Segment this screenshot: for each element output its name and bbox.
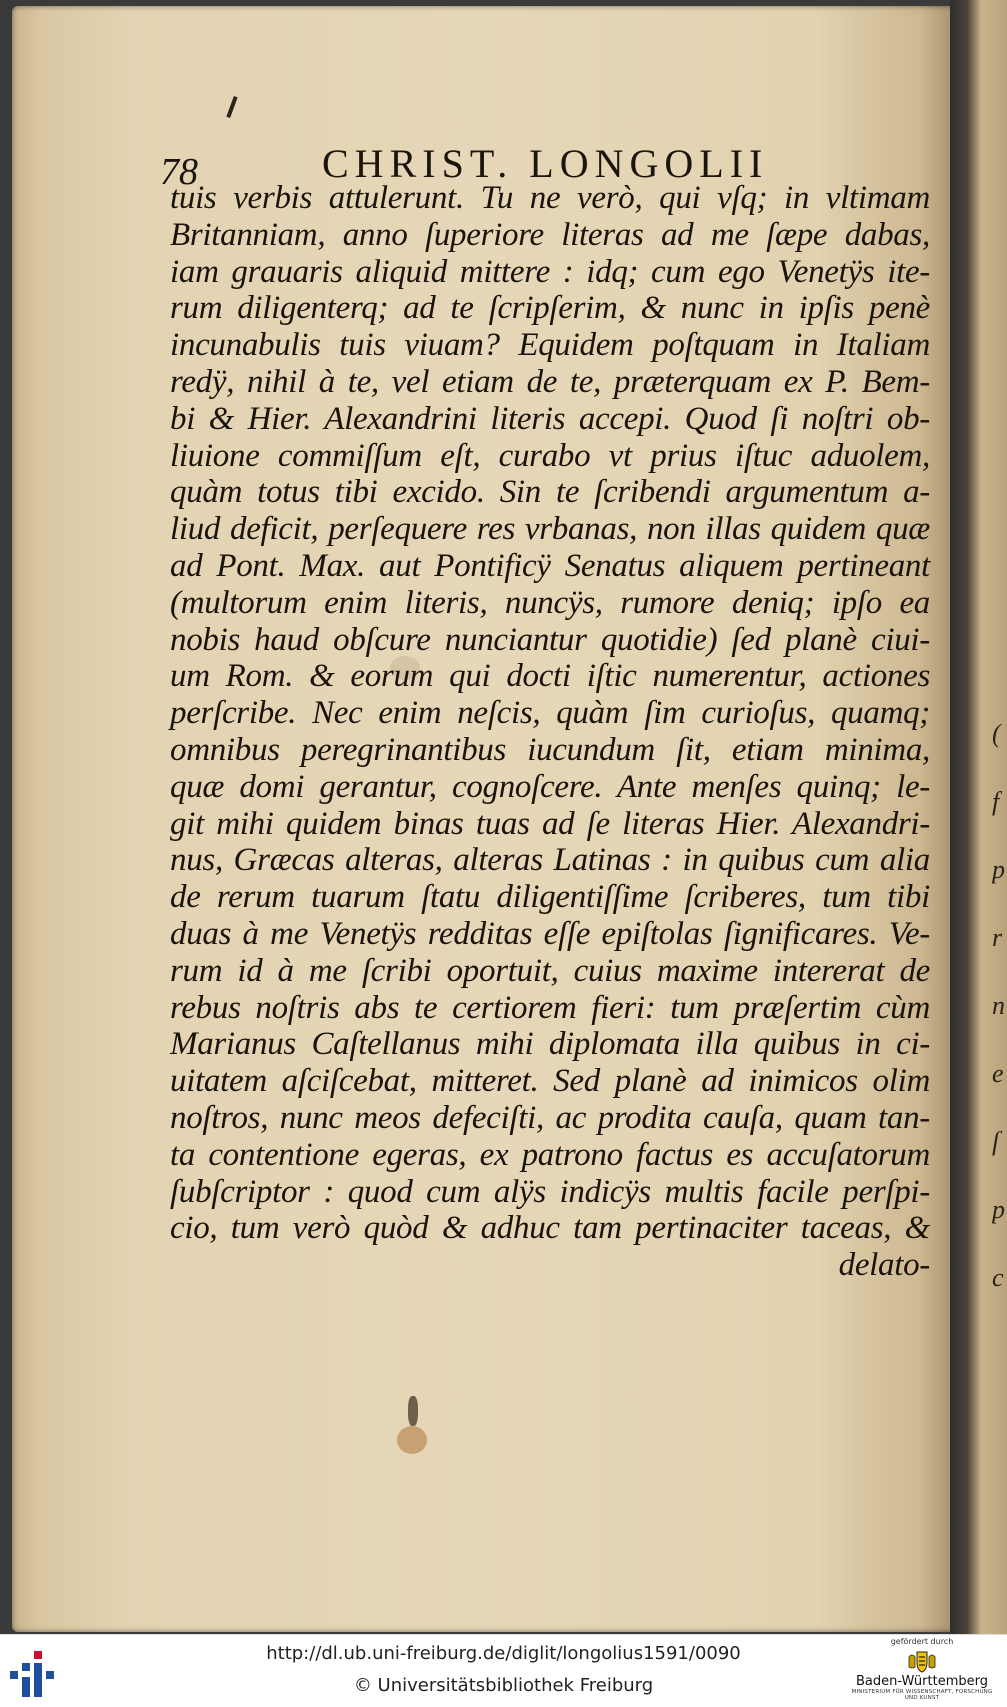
text-line: rebus noſtris abs te certiorem fieri: tum præſertim cùm — [170, 989, 930, 1026]
text-line: redÿ, nihil à te, vel etiam de te, præterquam ex P. Bem- — [170, 363, 930, 400]
text-line: incunabulis tuis viuam? Equidem poſtquam in Italiam — [170, 327, 930, 364]
next-page-letter: ſ — [992, 1127, 1000, 1156]
text-line: (multorum enim literis, nuncÿs, rumore deniq; ipſo ea — [170, 584, 930, 621]
page-number: 78 — [160, 151, 198, 193]
footer-bar — [0, 1634, 1007, 1707]
text-line: cio, tum verò quòd & adhuc tam pertinaciter taceas, & — [170, 1210, 930, 1247]
text-line: nus, Græcas alteras, alteras Latinas : in quibus cum alia — [170, 842, 930, 879]
permalink-url[interactable]: http://dl.ub.uni-freiburg.de/diglit/longolius1591/0090 — [266, 1643, 741, 1664]
coat-of-arms-icon — [905, 1649, 939, 1675]
text-line: Britanniam, anno ſuperiore literas ad me ſæpe dabas, — [170, 216, 930, 253]
text-line: ſubſcriptor : quod cum alÿs indicÿs multis facile perſpi- — [170, 1173, 930, 1210]
text-line: Marianus Caſtellanus mihi diplomata illa quibus in ci- — [170, 1026, 930, 1063]
text-line: de rerum tuarum ſtatu diligentiſſime ſcriberes, tum tibi — [170, 879, 930, 916]
next-page-letter: n — [992, 991, 1005, 1020]
next-page-letter: p — [992, 855, 1005, 884]
text-line: rum id à me ſcribi oportuit, cuius maxime intererat de — [170, 952, 930, 989]
text-line: uitatem aſciſcebat, mitteret. Sed planè ad inimicos olim — [170, 1063, 930, 1100]
next-page-letter: f — [992, 787, 1000, 816]
text-line: quàm totus tibi excido. Sin te ſcribendi argumentum a- — [170, 474, 930, 511]
text-line: quæ domi gerantur, cognoſcere. Ante menſes quinq; le- — [170, 768, 930, 805]
next-page-text-fragments — [992, 700, 1007, 1320]
copyright-notice: © Universitätsbibliothek Freiburg — [353, 1675, 654, 1696]
text-line: nobis haud obſcure nunciantur quotidie) ſed planè ciui- — [170, 621, 930, 658]
next-page-letter: e — [992, 1059, 1004, 1088]
text-line: ad Pont. Max. aut Pontificÿ Senatus aliquem pertineant — [170, 547, 930, 584]
next-page-letter: c — [992, 1263, 1004, 1292]
text-line: duas à me Venetÿs redditas eſſe epiſtolas ſignificares. Ve- — [170, 915, 930, 952]
sponsor-ministry: MINISTERIUM FÜR WISSENSCHAFT, FORSCHUNG UND KUNST — [851, 1689, 993, 1701]
text-line: bi & Hier. Alexandrini literis accepi. Quod ſi noſtri ob- — [170, 400, 930, 437]
text-line: iam grauaris aliquid mittere : idq; cum ego Venetÿs ite- — [170, 253, 930, 290]
text-line: ta contentione egeras, ex patrono factus es accuſatorum — [170, 1136, 930, 1173]
text-line: um Rom. & eorum qui docti iſtic numerentur, actiones — [170, 658, 930, 695]
sponsor-block — [847, 1637, 997, 1705]
text-line: perſcribe. Nec enim neſcis, quàm ſim curioſus, quamq; — [170, 695, 930, 732]
body-text — [170, 180, 930, 1284]
sponsor-pretext: gefördert durch — [890, 1637, 954, 1646]
text-line: liud deficit, perſequere res vrbanas, non illas quidem quæ — [170, 511, 930, 548]
text-line: noſtros, nunc meos defeciſti, ac prodita cauſa, quam tan- — [170, 1099, 930, 1136]
running-title: CHRIST. LONGOLII — [322, 141, 769, 186]
next-page-letter: p — [992, 1195, 1005, 1224]
text-line: tuis verbis attulerunt. Tu ne verò, qui vſq; in vltimam — [170, 180, 930, 216]
paper-stain — [397, 1426, 427, 1454]
text-line: rum diligenterq; ad te ſcripſerim, & nunc in ipſis penè — [170, 290, 930, 327]
catchword: delato- — [838, 1247, 930, 1284]
text-line: omnibus peregrinantibus iucundum ſit, etiam minima, — [170, 731, 930, 768]
text-line: git mihi quidem binas tuas ad ſe literas Hier. Alexandri- — [170, 805, 930, 842]
paper-stain — [408, 1396, 418, 1426]
next-page-letter: ( — [992, 719, 1001, 748]
text-line: liuione commiſſum eſt, curabo vt prius iſtuc aduolem, — [170, 437, 930, 474]
next-page-letter: r — [992, 923, 1003, 952]
sponsor-name: Baden-Württemberg — [856, 1674, 988, 1689]
